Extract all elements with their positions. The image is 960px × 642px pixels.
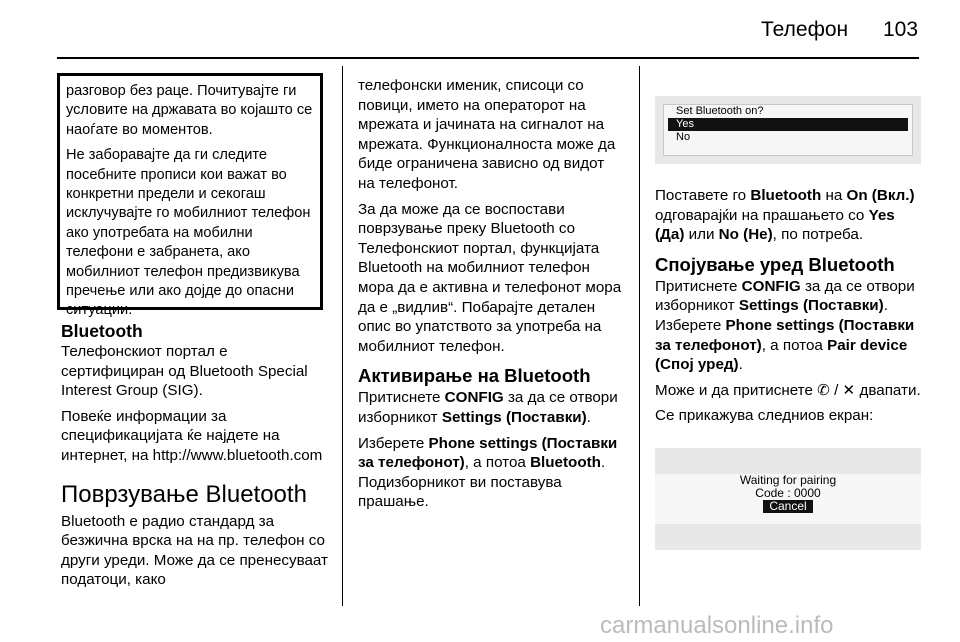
column-divider: [639, 66, 640, 606]
paragraph: За да може да се воспостави поврзување преку Bluetooth со Телефонскиот портал, функцијата Bluetooth на мобилниот телефон мора да е активна и телефонот мора да е „видлив“. Побарајте детален опис во упатството за употреба на мобилниот телефон.: [358, 200, 622, 355]
paragraph: телефонски именик, списоци со повици, името на операторот на мрежата и јачината на сигналот на мрежата. Функционалноста може да биде ограничена зависно од видот на телефонот.: [358, 77, 616, 192]
mute-icon: ✕: [842, 381, 856, 399]
column-divider: [342, 66, 343, 606]
paragraph: Се прикажува следниов екран:: [655, 407, 874, 425]
page-header: [0, 0, 960, 62]
column-2: [358, 76, 624, 518]
paragraph: Повеќе информации за спецификацијата ќе најдете на интернет, на http://www.bluetooth.com: [61, 407, 323, 464]
pairing-code: Code : 0000: [755, 486, 821, 500]
header-rule: [57, 57, 919, 59]
paragraph: Притиснете CONFIG за да се отвори изборникот Settings (Поставки).: [358, 389, 618, 426]
menu-item-no: No: [676, 131, 691, 143]
paragraph: Bluetooth е радио стандард за безжична врска на на пр. телефон со други уреди. Може да се пренесуваат податоци, како: [61, 512, 329, 589]
page-number: 103: [883, 18, 919, 41]
paragraph: Притиснете CONFIG за да се отвори изборникот Settings (Поставки). Изберете Phone settings (Поставки за телефонот), а потоа Pair device (Спој уред).: [655, 277, 915, 374]
warning-paragraph: разговор без раце. Почитувајте ги условите на државата во којашто се наоѓате во моментов.: [66, 83, 313, 138]
display-panel: [663, 104, 913, 156]
watermark: carmanualsonline.info: [600, 612, 834, 639]
paragraph: Телефонскиот портал е сертифициран од Bluetooth Special Interest Group (SIG).: [61, 343, 308, 400]
header-title: Телефон: [761, 18, 849, 41]
screen-image-pairing: [655, 448, 921, 550]
menu-item-yes: Yes: [668, 118, 908, 131]
paragraph: Изберете Phone settings (Поставки за телефонот), а потоа Bluetooth. Подизборникот ви поставува прашање.: [358, 434, 618, 511]
display-panel: [655, 474, 921, 524]
pairing-status: Waiting for pairing: [739, 473, 837, 487]
screen-image-bluetooth-on: [655, 96, 921, 164]
section-heading: Активирање на Bluetooth: [358, 365, 591, 387]
section-heading: Bluetooth: [61, 321, 143, 341]
paragraph: Може и да притиснете ✆ / ✕ двапати.: [655, 381, 921, 399]
warning-paragraph: Не заборавајте да ги следите посебните прописи кои важат во конкретни предели и секогаш исклучувајте го мобилниот телефон ако употребата на мобилни телефони е забранета, ако мобилниот телефон предизвикува пречење или ако дојде до опасни ситуации.: [66, 147, 311, 319]
phone-icon: ✆: [817, 381, 830, 399]
paragraph: Поставете го Bluetooth на On (Вкл.) одговарајќи на прашањето со Yes (Да) или No (Не), по потреба.: [655, 187, 915, 244]
display-title: Set Bluetooth on?: [676, 105, 764, 117]
column-3: [655, 186, 923, 432]
column-1: [61, 320, 329, 596]
warning-box: [57, 73, 323, 319]
chapter-heading: Поврзување Bluetooth: [61, 480, 307, 508]
cancel-item: Cancel: [763, 500, 812, 513]
section-heading: Спојување уред Bluetooth: [655, 253, 895, 275]
